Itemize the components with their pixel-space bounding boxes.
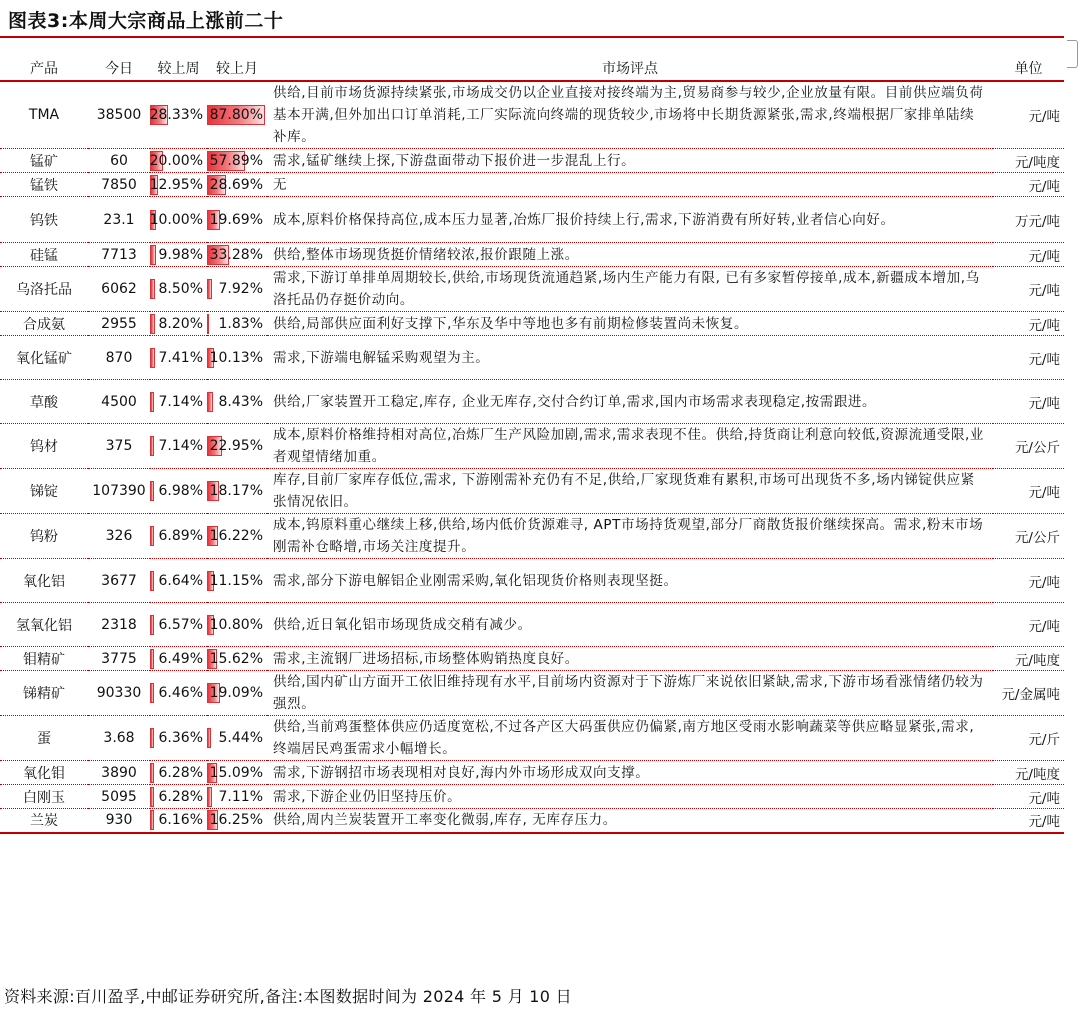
databar	[150, 150, 205, 172]
week-change-cell	[150, 380, 207, 424]
unit-cell: 元/吨	[993, 559, 1064, 603]
today-value-cell: 6062	[88, 267, 150, 312]
month-change-bar	[207, 279, 212, 299]
week-change-bar	[150, 763, 154, 783]
market-comment-cell: 供给,整体市场现货挺价情绪较浓,报价跟随上涨。	[267, 243, 993, 267]
week-change-value: 6.49%	[158, 650, 203, 667]
week-change-bar	[150, 683, 154, 703]
databar	[150, 313, 205, 335]
market-comment-cell: 无	[267, 173, 993, 197]
week-change-bar	[150, 649, 154, 669]
week-change-bar	[150, 481, 154, 501]
databar	[207, 435, 265, 457]
unit-cell: 元/吨	[993, 267, 1064, 312]
today-value-cell: 90330	[88, 671, 150, 716]
databar	[150, 104, 205, 126]
databar	[150, 435, 205, 457]
unit-cell: 元/吨度	[993, 647, 1064, 671]
week-change-value: 6.57%	[158, 616, 203, 633]
databar	[207, 525, 265, 547]
unit-cell: 万元/吨	[993, 197, 1064, 243]
month-change-value: 15.62%	[209, 650, 263, 667]
header-vs-last-week: 较上周	[150, 56, 207, 81]
databar	[207, 570, 265, 592]
databar	[207, 809, 265, 831]
week-change-cell	[150, 267, 207, 312]
week-change-cell	[150, 671, 207, 716]
week-change-bar	[150, 279, 155, 299]
databar	[207, 347, 265, 369]
market-comment-cell: 需求,下游订单排单周期较长,供给,市场现货流通趋紧,场内生产能力有限, 已有多家暂停接单,成本,新疆成本增加,乌洛托品仍存挺价动向。	[267, 267, 993, 312]
today-value-cell: 4500	[88, 380, 150, 424]
week-change-value: 6.16%	[158, 812, 203, 829]
databar	[150, 570, 205, 592]
month-change-cell	[207, 173, 267, 197]
month-change-value: 10.13%	[209, 349, 263, 366]
month-change-cell	[207, 243, 267, 267]
market-comment-cell: 供给,周内兰炭装置开工率变化微弱,库存, 无库存压力。	[267, 809, 993, 833]
table-header-row	[0, 56, 1064, 81]
month-change-cell	[207, 761, 267, 785]
week-change-value: 9.98%	[158, 246, 203, 263]
week-change-value: 28.33%	[149, 107, 203, 123]
databar	[150, 391, 205, 413]
month-change-value: 7.92%	[218, 281, 263, 297]
week-change-bar	[150, 526, 154, 546]
table-row	[0, 243, 1064, 267]
week-change-bar	[150, 314, 155, 334]
product-cell: 氢氧化铝	[0, 603, 88, 647]
product-cell: 钨材	[0, 424, 88, 469]
product-cell: TMA	[0, 81, 88, 149]
product-cell: 锑锭	[0, 469, 88, 514]
databar	[207, 209, 265, 231]
week-change-bar	[150, 810, 154, 830]
table-row	[0, 647, 1064, 671]
table-row	[0, 469, 1064, 514]
week-change-bar	[150, 571, 154, 591]
unit-cell: 元/吨	[993, 603, 1064, 647]
market-comment-cell: 供给,近日氧化铝市场现货成交稍有减少。	[267, 603, 993, 647]
unit-cell: 元/吨	[993, 336, 1064, 380]
week-change-value: 7.41%	[158, 349, 203, 366]
month-change-value: 7.11%	[218, 788, 263, 805]
table-row	[0, 267, 1064, 312]
month-change-bar	[207, 392, 213, 412]
table-row	[0, 312, 1064, 336]
databar	[150, 480, 205, 502]
table-row	[0, 671, 1064, 716]
market-comment-cell: 需求,部分下游电解铝企业刚需采购,氧化铝现货价格则表现坚挺。	[267, 559, 993, 603]
databar	[207, 104, 265, 126]
table-row	[0, 81, 1064, 149]
product-cell: 锑精矿	[0, 671, 88, 716]
table-row	[0, 559, 1064, 603]
product-cell: 钨铁	[0, 197, 88, 243]
table-row	[0, 149, 1064, 173]
month-change-cell	[207, 559, 267, 603]
week-change-cell	[150, 559, 207, 603]
databar	[207, 786, 265, 808]
unit-cell: 元/吨	[993, 81, 1064, 149]
week-change-value: 7.14%	[158, 393, 203, 410]
table-row	[0, 424, 1064, 469]
today-value-cell: 3.68	[88, 716, 150, 761]
product-cell: 蛋	[0, 716, 88, 761]
databar	[150, 525, 205, 547]
product-cell: 硅锰	[0, 243, 88, 267]
market-comment-cell: 需求,锰矿继续上探,下游盘面带动下报价进一步混乱上行。	[267, 149, 993, 173]
week-change-cell	[150, 469, 207, 514]
title-rule	[0, 36, 1064, 38]
month-change-bar	[207, 314, 209, 334]
product-cell: 氧化锰矿	[0, 336, 88, 380]
month-change-cell	[207, 603, 267, 647]
table-row	[0, 809, 1064, 833]
unit-cell: 元/公斤	[993, 424, 1064, 469]
market-comment-cell: 需求,下游钢招市场表现相对良好,海内外市场形成双向支撑。	[267, 761, 993, 785]
month-change-value: 1.83%	[218, 315, 263, 332]
databar	[150, 244, 205, 266]
figure-title: 图表3:本周大宗商品上涨前二十	[8, 10, 284, 32]
week-change-value: 8.20%	[158, 315, 203, 332]
week-change-bar	[150, 787, 154, 807]
week-change-cell	[150, 716, 207, 761]
product-cell: 合成氨	[0, 312, 88, 336]
month-change-cell	[207, 267, 267, 312]
product-cell: 钼精矿	[0, 647, 88, 671]
table-row	[0, 173, 1064, 197]
month-change-value: 16.25%	[209, 812, 263, 829]
market-comment-cell: 供给,当前鸡蛋整体供应仍适度宽松,不过各产区大码蛋供应仍偏紧,南方地区受雨水影响蔬菜等供应略显紧张,需求,终端居民鸡蛋需求小幅增长。	[267, 716, 993, 761]
week-change-cell	[150, 785, 207, 809]
today-value-cell: 3775	[88, 647, 150, 671]
scroll-handle[interactable]	[1067, 40, 1078, 68]
unit-cell: 元/吨	[993, 380, 1064, 424]
week-change-value: 7.14%	[158, 438, 203, 454]
databar	[207, 313, 265, 335]
unit-cell: 元/金属吨	[993, 671, 1064, 716]
market-comment-cell: 成本,原料价格维持相对高位,冶炼厂生产风险加剧,需求,需求表现不佳。供给,持货商让利意向较低,资源流通受限,业者观望情绪加重。	[267, 424, 993, 469]
month-change-value: 5.44%	[218, 730, 263, 746]
month-change-value: 28.69%	[209, 176, 263, 193]
databar	[207, 727, 265, 749]
databar	[207, 150, 265, 172]
month-change-cell	[207, 312, 267, 336]
product-cell: 草酸	[0, 380, 88, 424]
week-change-value: 6.89%	[158, 528, 203, 544]
today-value-cell: 2318	[88, 603, 150, 647]
source-note: 资料来源:百川盈孚,中邮证券研究所,备注:本图数据时间为 2024 年 5 月 10 日	[4, 987, 572, 1006]
month-change-value: 16.22%	[209, 528, 263, 544]
table-row	[0, 603, 1064, 647]
product-cell: 锰铁	[0, 173, 88, 197]
databar	[150, 648, 205, 670]
market-comment-cell: 供给,局部供应面利好支撑下,华东及华中等地也多有前期检修装置尚未恢复。	[267, 312, 993, 336]
today-value-cell: 930	[88, 809, 150, 833]
month-change-cell	[207, 424, 267, 469]
week-change-cell	[150, 336, 207, 380]
product-cell: 乌洛托品	[0, 267, 88, 312]
month-change-cell	[207, 716, 267, 761]
month-change-value: 10.80%	[209, 616, 263, 633]
databar	[150, 209, 205, 231]
unit-cell: 元/吨度	[993, 761, 1064, 785]
databar	[150, 347, 205, 369]
unit-cell: 元/吨度	[993, 149, 1064, 173]
month-change-cell	[207, 785, 267, 809]
databar	[150, 786, 205, 808]
week-change-value: 10.00%	[149, 211, 203, 228]
month-change-value: 22.95%	[209, 438, 263, 454]
unit-cell: 元/斤	[993, 716, 1064, 761]
month-change-cell	[207, 149, 267, 173]
today-value-cell: 107390	[88, 469, 150, 514]
today-value-cell: 2955	[88, 312, 150, 336]
header-unit: 单位	[993, 56, 1064, 81]
week-change-value: 8.50%	[158, 281, 203, 297]
table-row	[0, 514, 1064, 559]
table-row	[0, 336, 1064, 380]
table-row	[0, 761, 1064, 785]
week-change-value: 6.98%	[158, 483, 203, 499]
databar	[150, 762, 205, 784]
header-today: 今日	[88, 56, 150, 81]
today-value-cell: 3677	[88, 559, 150, 603]
market-comment-cell: 需求,主流钢厂进场招标,市场整体购销热度良好。	[267, 647, 993, 671]
databar	[207, 480, 265, 502]
today-value-cell: 23.1	[88, 197, 150, 243]
week-change-cell	[150, 81, 207, 149]
databar	[150, 614, 205, 636]
commodity-table	[0, 56, 1064, 834]
month-change-value: 8.43%	[218, 393, 263, 410]
week-change-cell	[150, 603, 207, 647]
month-change-value: 19.69%	[209, 211, 263, 228]
week-change-bar	[150, 436, 154, 456]
databar	[150, 727, 205, 749]
today-value-cell: 38500	[88, 81, 150, 149]
month-change-cell	[207, 671, 267, 716]
table-row	[0, 785, 1064, 809]
unit-cell: 元/吨	[993, 173, 1064, 197]
unit-cell: 元/吨	[993, 312, 1064, 336]
week-change-value: 6.46%	[158, 685, 203, 701]
databar	[150, 278, 205, 300]
month-change-cell	[207, 81, 267, 149]
week-change-cell	[150, 149, 207, 173]
market-comment-cell: 供给,目前市场货源持续紧张,市场成交仍以企业直接对接终端为主,贸易商参与较少,企业放量有限。目前供应端负荷基本开满,但外加出口订单消耗,工厂实际流向终端的现货较少,市场将中长期货源紧张,需求,终端根据厂家排单陆续补库。	[267, 81, 993, 149]
month-change-cell	[207, 469, 267, 514]
databar	[150, 174, 205, 196]
databar	[150, 809, 205, 831]
databar	[207, 614, 265, 636]
month-change-value: 18.17%	[209, 483, 263, 499]
month-change-cell	[207, 336, 267, 380]
week-change-cell	[150, 761, 207, 785]
month-change-cell	[207, 197, 267, 243]
market-comment-cell: 成本,钨原料重心继续上移,供给,场内低价货源难寻, APT市场持货观望,部分厂商散货报价继续探高。需求,粉末市场刚需补仓略增,市场关注度提升。	[267, 514, 993, 559]
table-row	[0, 716, 1064, 761]
product-cell: 锰矿	[0, 149, 88, 173]
month-change-bar	[207, 728, 211, 748]
databar	[207, 762, 265, 784]
week-change-value: 6.28%	[158, 788, 203, 805]
week-change-value: 6.64%	[158, 572, 203, 589]
today-value-cell: 375	[88, 424, 150, 469]
table-row	[0, 197, 1064, 243]
databar	[207, 682, 265, 704]
market-comment-cell: 需求,下游企业仍旧坚持压价。	[267, 785, 993, 809]
month-change-value: 15.09%	[209, 764, 263, 781]
month-change-bar	[207, 787, 212, 807]
week-change-cell	[150, 514, 207, 559]
month-change-value: 33.28%	[209, 246, 263, 263]
product-cell: 钨粉	[0, 514, 88, 559]
week-change-cell	[150, 424, 207, 469]
header-product: 产品	[0, 56, 88, 81]
header-comment: 市场评点	[267, 56, 993, 81]
today-value-cell: 3890	[88, 761, 150, 785]
market-comment-cell: 供给,国内矿山方面开工依旧维持现有水平,目前场内资源对于下游炼厂来说依旧紧缺,需求,下游市场看涨情绪仍较为强烈。	[267, 671, 993, 716]
unit-cell: 元/公斤	[993, 514, 1064, 559]
unit-cell: 元/吨	[993, 785, 1064, 809]
market-comment-cell: 库存,目前厂家库存低位,需求, 下游刚需补充仍有不足,供给,厂家现货难有累积,市场可出现货不多,场内锑锭供应紧张情况依旧。	[267, 469, 993, 514]
today-value-cell: 7713	[88, 243, 150, 267]
market-comment-cell: 成本,原料价格保持高位,成本压力显著,冶炼厂报价持续上行,需求,下游消费有所好转,业者信心向好。	[267, 197, 993, 243]
month-change-value: 11.15%	[209, 572, 263, 589]
today-value-cell: 7850	[88, 173, 150, 197]
week-change-value: 6.28%	[158, 764, 203, 781]
today-value-cell: 870	[88, 336, 150, 380]
month-change-value: 87.80%	[209, 107, 263, 123]
today-value-cell: 326	[88, 514, 150, 559]
month-change-value: 57.89%	[209, 152, 263, 169]
week-change-value: 6.36%	[158, 730, 203, 746]
table-row	[0, 380, 1064, 424]
week-change-cell	[150, 197, 207, 243]
week-change-bar	[150, 728, 154, 748]
month-change-cell	[207, 647, 267, 671]
product-cell: 氧化钼	[0, 761, 88, 785]
week-change-bar	[150, 615, 154, 635]
today-value-cell: 5095	[88, 785, 150, 809]
week-change-cell	[150, 312, 207, 336]
week-change-bar	[150, 348, 155, 368]
unit-cell: 元/吨	[993, 243, 1064, 267]
month-change-cell	[207, 809, 267, 833]
unit-cell: 元/吨	[993, 469, 1064, 514]
month-change-cell	[207, 380, 267, 424]
week-change-value: 20.00%	[149, 152, 203, 169]
market-comment-cell: 需求,下游端电解锰采购观望为主。	[267, 336, 993, 380]
market-comment-cell: 供给,厂家装置开工稳定,库存, 企业无库存,交付合约订单,需求,国内市场需求表现稳定,按需跟进。	[267, 380, 993, 424]
header-vs-last-month: 较上月	[207, 56, 267, 81]
week-change-value: 12.95%	[149, 176, 203, 193]
month-change-cell	[207, 514, 267, 559]
title-row	[0, 0, 1060, 34]
databar	[207, 244, 265, 266]
month-change-value: 19.09%	[209, 685, 263, 701]
week-change-cell	[150, 809, 207, 833]
databar	[150, 682, 205, 704]
week-change-cell	[150, 647, 207, 671]
week-change-bar	[150, 392, 154, 412]
databar	[207, 174, 265, 196]
week-change-cell	[150, 243, 207, 267]
unit-cell: 元/吨	[993, 809, 1064, 833]
week-change-bar	[150, 245, 156, 265]
product-cell: 白刚玉	[0, 785, 88, 809]
product-cell: 氧化铝	[0, 559, 88, 603]
databar	[207, 278, 265, 300]
week-change-cell	[150, 173, 207, 197]
product-cell: 兰炭	[0, 809, 88, 833]
databar	[207, 391, 265, 413]
today-value-cell: 60	[88, 149, 150, 173]
databar	[207, 648, 265, 670]
